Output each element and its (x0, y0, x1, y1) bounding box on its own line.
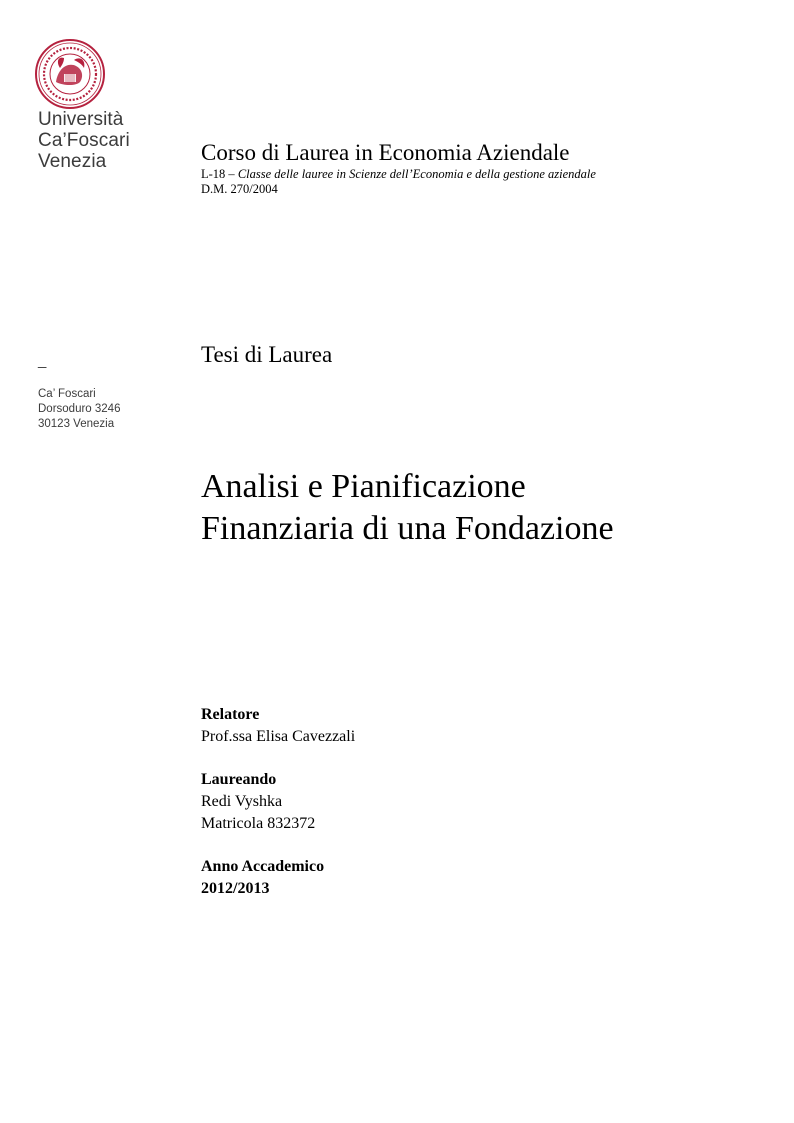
university-address (38, 387, 120, 432)
course-decree: D.M. 270/2004 (201, 182, 278, 196)
university-name (38, 109, 130, 172)
student-label: Laureando (201, 771, 277, 788)
address-line: Dorsoduro 3246 (38, 403, 121, 415)
university-name-line: Venezia (38, 151, 107, 172)
spacer (201, 835, 355, 856)
course-class (201, 166, 596, 182)
thesis-label: Tesi di Laurea (201, 342, 333, 367)
university-name-line: Università (38, 109, 124, 130)
course-block (201, 140, 596, 197)
ca-foscari-seal-icon (34, 38, 106, 110)
separator-dash: _ (38, 352, 47, 369)
course-class-code: L-18 – (201, 167, 235, 181)
university-name-line: Ca’Foscari (38, 130, 130, 151)
supervisor-name: Prof.ssa Elisa Cavezzali (201, 728, 356, 745)
thesis-info (201, 704, 355, 900)
spacer (201, 748, 355, 769)
address-line: 30123 Venezia (38, 418, 115, 430)
course-class-description: Classe delle lauree in Scienze dell’Economia e della gestione aziendale (237, 167, 596, 181)
student-name: Redi Vyshka (201, 793, 283, 810)
supervisor-label: Relatore (201, 706, 260, 723)
thesis-title-line: Finanziaria di una Fondazione (201, 510, 614, 547)
thesis-title (201, 466, 614, 550)
student-id: Matricola 832372 (201, 815, 316, 832)
thesis-title-line: Analisi e Pianificazione (201, 468, 526, 505)
course-title: Corso di Laurea in Economia Aziendale (201, 140, 570, 165)
academic-year-value: 2012/2013 (201, 880, 270, 897)
academic-year-label: Anno Accademico (201, 858, 325, 875)
address-line: Ca’ Foscari (38, 388, 96, 400)
